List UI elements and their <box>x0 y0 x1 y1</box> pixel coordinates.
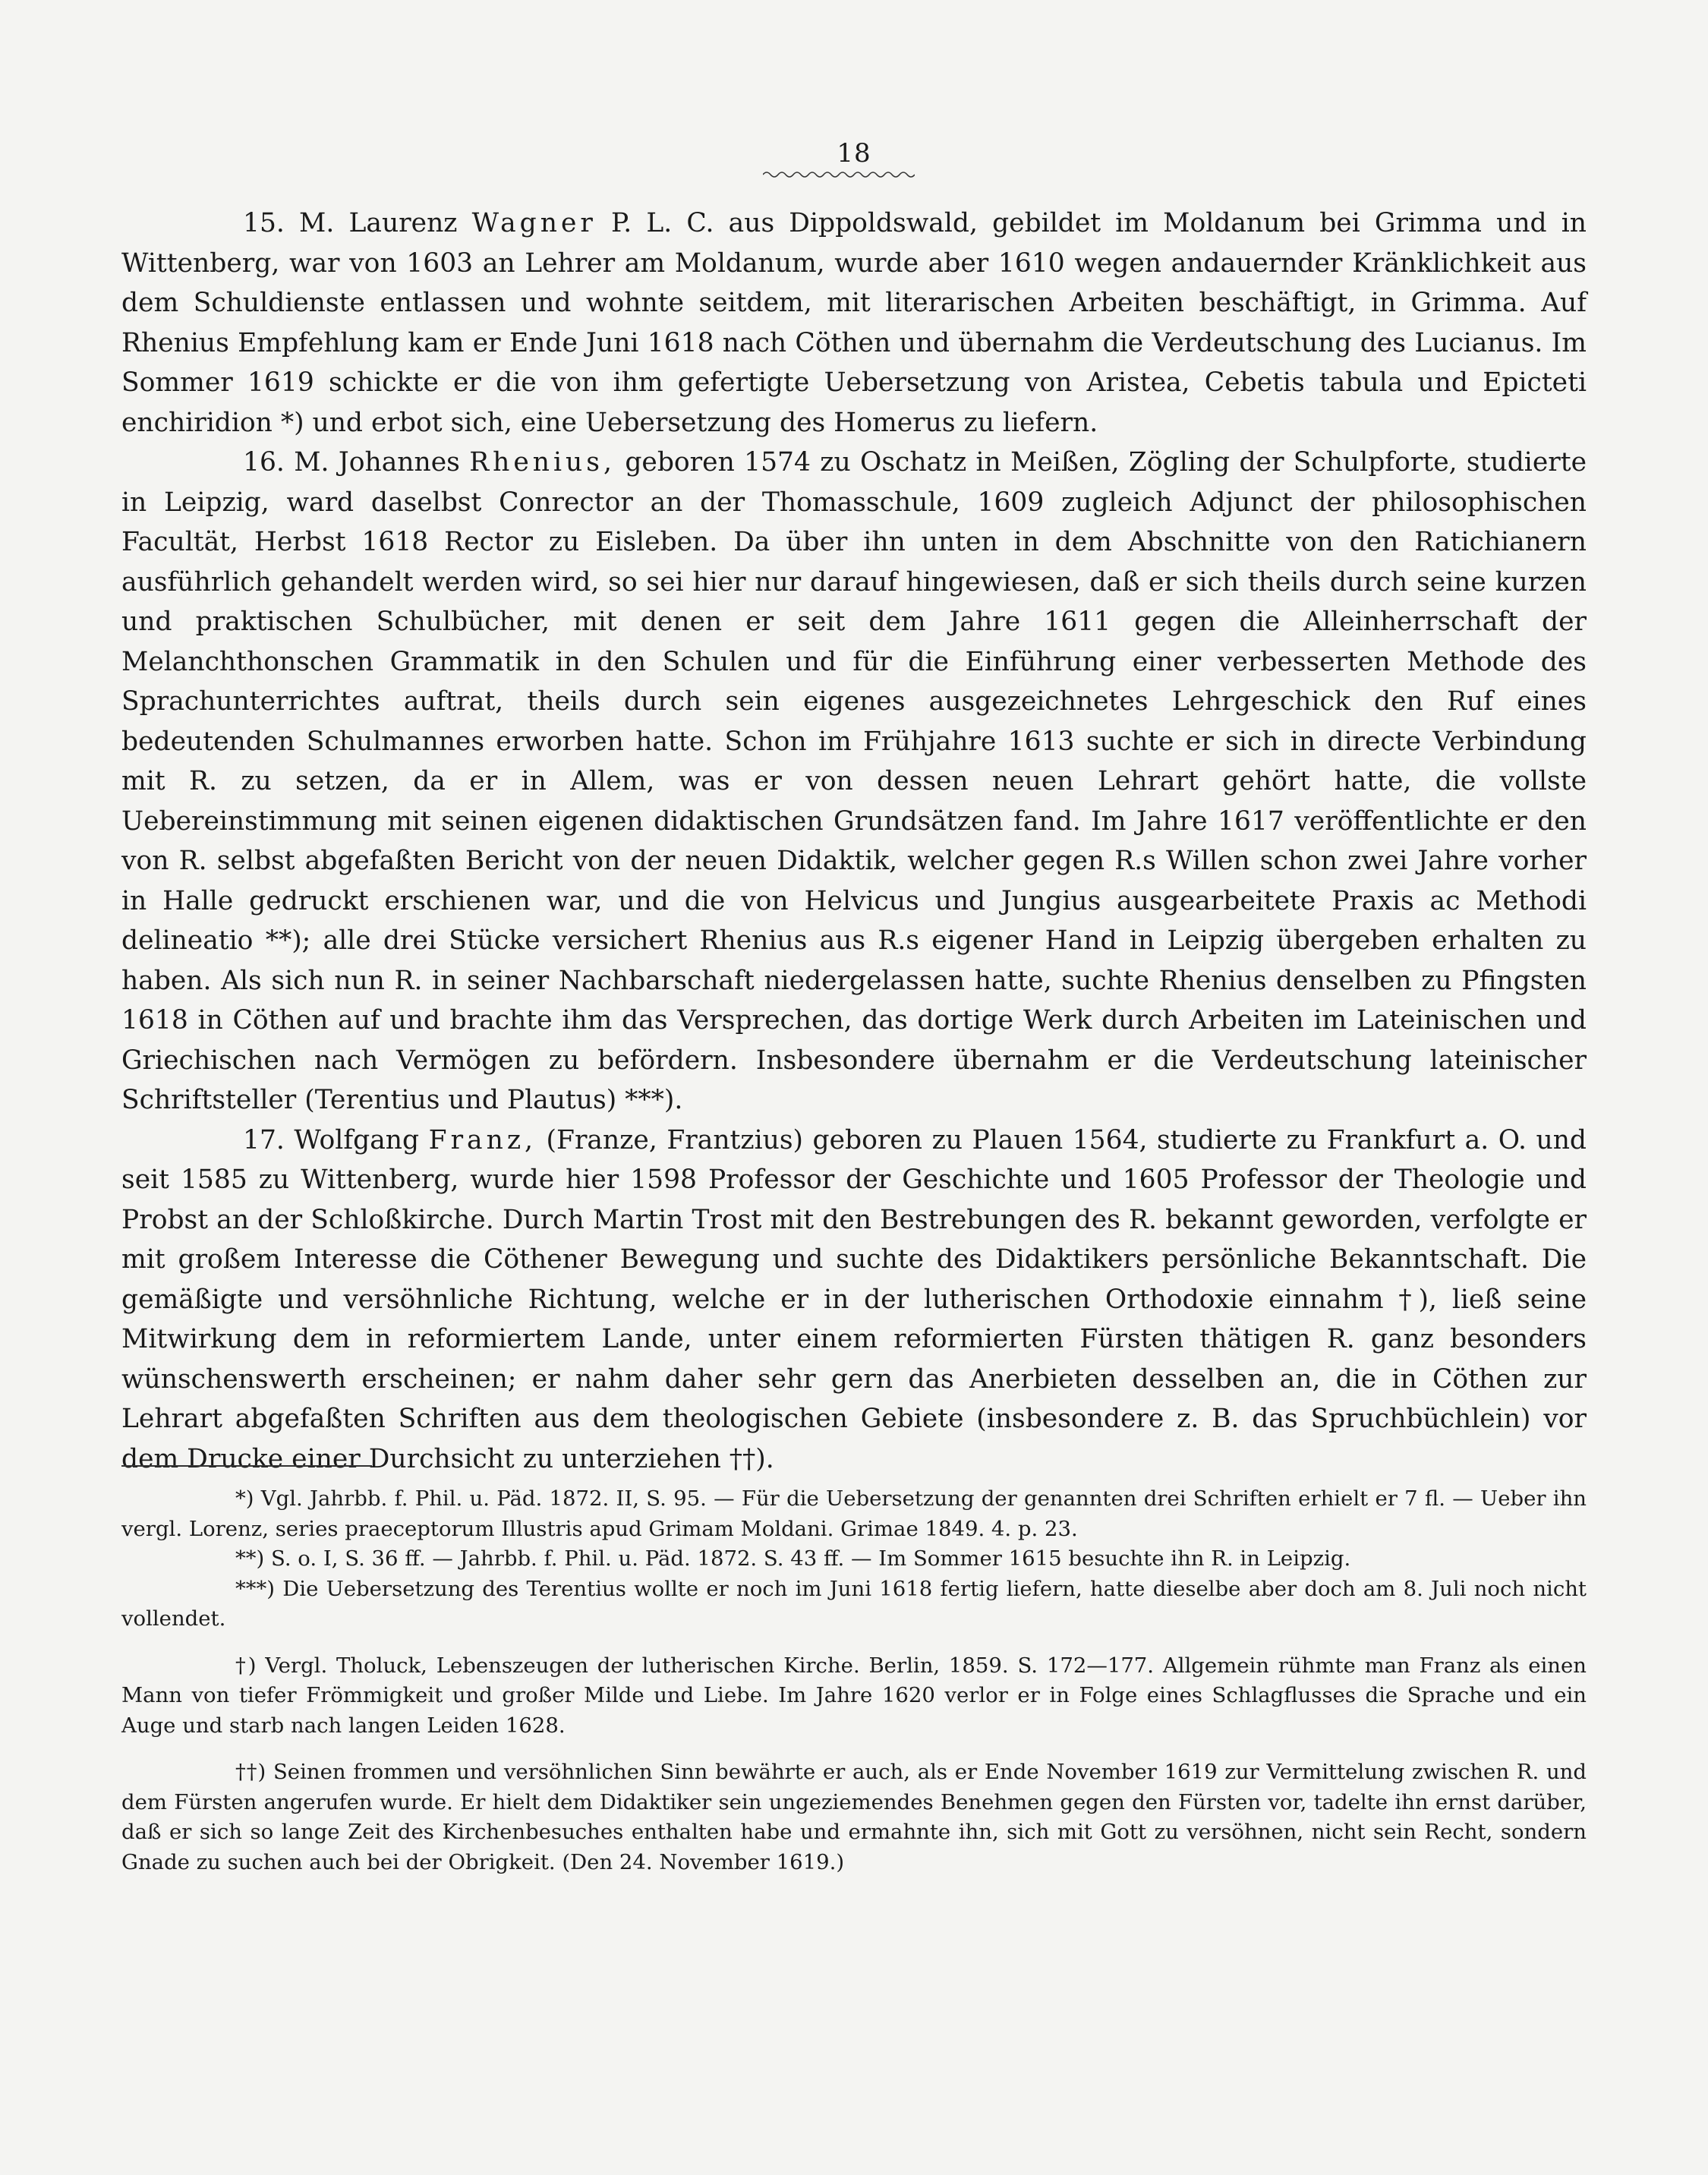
footnote-3: ***) Die Uebersetzung des Terentius wollte er noch im Juni 1618 fertig liefern, hatte dieselbe aber doch am 8. Juli noch nicht vollendet. <box>121 1576 1587 1631</box>
paragraph-text: (Franze, Frantzius) geboren zu Plauen 1564, studierte zu Frankfurt a. O. und seit 1585 zu Wittenberg, wurde hier 1598 Professor der Geschichte und 1605 Professor der Theologie und Probst an der Schloßkirche. Durch Martin Trost mit den Bestrebungen des R. bekannt geworden, verfolgte er mit großem Interesse die Cöthener Bewegung und suchte des Didaktikers persönliche Bekanntschaft. Die gemäßigte und versöhnliche Richtung, welche er in der lutherischen Orthodoxie einnahm †), ließ seine Mitwirkung dem in reformiertem Lande, unter einem reformierten Fürsten thätigen R. ganz besonders wünschenswerth erscheinen; er nahm daher sehr gern das Anerbieten desselben an, die in Cöthen zur Lehrart abgefaßten Schriften aus dem theologischen Gebiete (insbesondere z. B. das Spruchbüchlein) vor dem Drucke einer Durchsicht zu unterziehen ††). <box>121 1124 1587 1474</box>
footnote-1: *) Vgl. Jahrbb. f. Phil. u. Päd. 1872. II, S. 95. — Für die Uebersetzung der genannten drei Schriften erhielt er 7 fl. — Ueber ihn vergl. Lorenz, series praeceptorum Illustris apud Grimam Moldani. Grimae 1849. 4. p. 23. <box>121 1486 1587 1541</box>
footnote-4: †) Vergl. Tholuck, Lebenszeugen der lutherischen Kirche. Berlin, 1859. S. 172—177. Allgemein rühmte man Franz als einen Mann von tiefer Frömmigkeit und großer Milde und Liebe. Im Jahre 1620 verlor er in Folge eines Schlagflusses die Sprache und ein Auge und starb nach langen Leiden 1628. <box>121 1653 1587 1738</box>
footnote-5: ††) Seinen frommen und versöhnlichen Sinn bewährte er auch, als er Ende November 1619 zur Vermittelung zwischen R. und dem Fürsten angerufen wurde. Er hielt dem Didaktiker sein ungeziemendes Benehmen gegen den Fürsten vor, tadelte ihn ernst darüber, daß er sich so lange Zeit des Kirchenbesuches enthalten habe und ermahnte ihn, sich mit Gott zu versöhnen, nicht sein Recht, sondern Gnade zu suchen auch bei der Obrigkeit. (Den 24. November 1619.) <box>121 1760 1587 1874</box>
paragraph-15 <box>121 203 1587 443</box>
paragraph-number: 17. <box>243 1124 285 1155</box>
person-name: Rhenius, <box>469 447 616 478</box>
paragraph-number: 16. <box>243 447 285 478</box>
footnotes <box>121 1484 1587 1877</box>
paragraph-number: 15. <box>243 208 285 238</box>
paragraph-text: geboren 1574 zu Oschatz in Meißen, Zögling der Schulpforte, studierte in Leipzig, ward daselbst Conrector an der Thomasschule, 1609 zugleich Adjunct der philosophischen Facultät, Herbst 1618 Rector zu Eisleben. Da über ihn unten in dem Abschnitte von den Ratichianern ausführlich gehandelt werden wird, so sei hier nur darauf hingewiesen, daß er sich theils durch seine kurzen und praktischen Schulbücher, mit denen er seit dem Jahre 1611 gegen die Alleinherrschaft der Melanchthonschen Grammatik in den Schulen und für die Einführung einer verbesserten Methode des Sprachunterrichtes auftrat, theils durch sein eigenes ausgezeichnetes Lehrgeschick den Ruf eines bedeutenden Schulmannes erworben hatte. Schon im Frühjahre 1613 suchte er sich in directe Verbindung mit R. zu setzen, da er in Allem, was er von dessen neuen Lehrart gehört hatte, die vollste Uebereinstimmung mit seinen eigenen didaktischen Grundsätzen fand. Im Jahre 1617 veröffentlichte er den von R. selbst abgefaßten Bericht von der neuen Didaktik, welcher gegen R.s Willen schon zwei Jahre vorher in Halle gedruckt erschienen war, und die von Helvicus und Jungius ausgearbeitete Praxis ac Methodi delineatio **); alle drei Stücke versichert Rhenius aus R.s eigener Hand in Leipzig übergeben erhalten zu haben. Als sich nun R. in seiner Nachbarschaft niedergelassen hatte, suchte Rhenius denselben zu Pfingsten 1618 in Cöthen auf und brachte ihm das Versprechen, das dortige Werk durch Arbeiten im Lateinischen und Griechischen nach Vermögen zu befördern. Insbesondere übernahm er die Verdeutschung lateinischer Schriftsteller (Terentius und Plautus) ***). <box>121 447 1587 1115</box>
paragraph-text: P. L. C. aus Dippoldswald, gebildet im Moldanum bei Grimma und in Wittenberg, war von 1603 an Lehrer am Moldanum, wurde aber 1610 wegen andauernder Kränklichkeit aus dem Schuldienste entlassen und wohnte seitdem, mit literarischen Arbeiten beschäftigt, in Grimma. Auf Rhenius Empfehlung kam er Ende Juni 1618 nach Cöthen und übernahm die Verdeutschung des Lucianus. Im Sommer 1619 schickte er die von ihm gefertigte Uebersetzung von Aristea, Cebetis tabula und Epicteti enchiridion *) und erbot sich, eine Uebersetzung des Homerus zu liefern. <box>121 208 1587 438</box>
person-title: M. Johannes <box>294 447 460 478</box>
page-number: 18 <box>837 138 871 169</box>
wavy-ornament-icon <box>763 169 915 181</box>
paragraph-17 <box>121 1121 1587 1480</box>
footnote-2: **) S. o. I, S. 36 ff. — Jahrbb. f. Phil. u. Päd. 1872. S. 43 ff. — Im Sommer 1615 besuchte ihn R. in Leipzig. <box>235 1546 1351 1571</box>
person-title: M. Laurenz <box>299 208 458 238</box>
person-name: Franz, <box>428 1124 537 1155</box>
footnote-divider <box>121 1465 372 1467</box>
main-text <box>121 203 1587 1479</box>
person-name: Wagner <box>471 208 597 238</box>
person-title: Wolfgang <box>294 1124 420 1155</box>
paragraph-16 <box>121 443 1587 1121</box>
